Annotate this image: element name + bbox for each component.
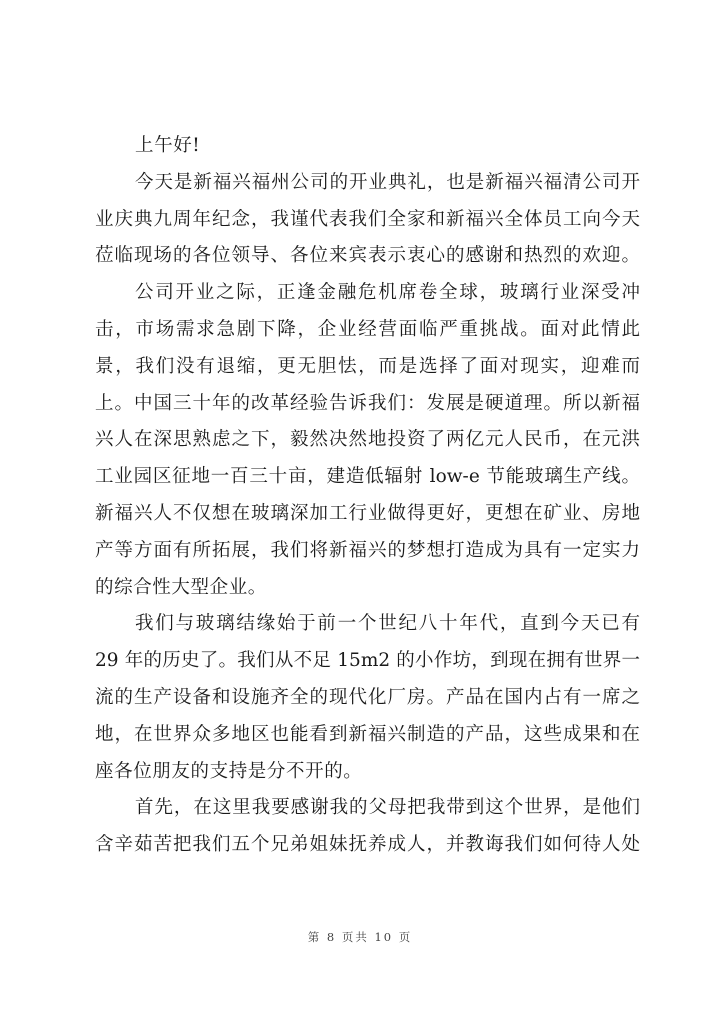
- greeting-line: 上午好!: [135, 135, 201, 156]
- text-line: 的综合性大型企业。: [95, 576, 267, 598]
- text-line: 工业园区征地一百三十亩，建造低辐射 low-e 节能玻璃生产线。: [95, 466, 640, 488]
- text-line: 29 年的历史了。我们从不足 15m2 的小作坊，到现在拥有世界一: [95, 650, 640, 672]
- text-line: 座各位朋友的支持是分不开的。: [95, 760, 363, 782]
- text-line: 产等方面有所拓展，我们将新福兴的梦想打造成为具有一定实力: [95, 539, 640, 561]
- text-line: 莅临现场的各位领导、各位来宾表示衷心的感谢和热烈的欢迎。: [95, 245, 640, 267]
- text-line: 含辛茹苦把我们五个兄弟姐妹抚养成人，并教诲我们如何待人处: [95, 834, 640, 856]
- text-line: 业庆典九周年纪念，我谨代表我们全家和新福兴全体员工向今天: [95, 208, 640, 230]
- text-line: 击，市场需求急剧下降，企业经营面临严重挑战。面对此情此: [95, 318, 640, 340]
- text-line: 景，我们没有退缩，更无胆怯，而是选择了面对现实，迎难而: [95, 355, 640, 377]
- text-line: 我们与玻璃结缘始于前一个世纪八十年代，直到今天已有: [135, 613, 640, 635]
- text-line: 新福兴人不仅想在玻璃深加工行业做得更好，更想在矿业、房地: [95, 502, 640, 524]
- text-line: 今天是新福兴福州公司的开业典礼，也是新福兴福清公司开: [135, 171, 640, 193]
- text-line: 上。中国三十年的改革经验告诉我们：发展是硬道理。所以新福: [95, 392, 640, 414]
- page-number-footer: 第 8 页共 10 页: [307, 930, 413, 944]
- text-line: 公司开业之际，正逢金融危机席卷全球，玻璃行业深受冲: [135, 282, 640, 304]
- text-line: 首先，在这里我要感谢我的父母把我带到这个世界，是他们: [135, 797, 640, 819]
- text-line: 兴人在深思熟虑之下，毅然决然地投资了两亿元人民币，在元洪: [95, 429, 640, 451]
- text-line: 地，在世界众多地区也能看到新福兴制造的产品，这些成果和在: [95, 723, 640, 745]
- text-line: 流的生产设备和设施齐全的现代化厂房。产品在国内占有一席之: [95, 686, 640, 708]
- document-body: [95, 128, 640, 864]
